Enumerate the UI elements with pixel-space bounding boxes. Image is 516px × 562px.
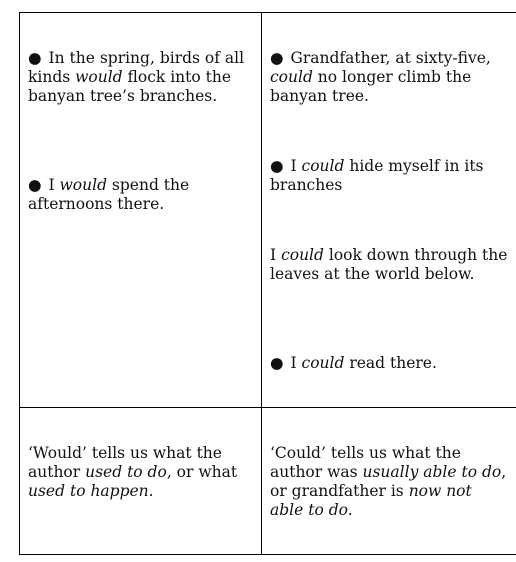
- bullet-icon: ●: [28, 176, 42, 194]
- bullet-icon: ●: [270, 354, 284, 372]
- could-explanation: ‘Could’ tells us what the author was usually able to do, or grandfather is now not able to do.: [270, 444, 507, 519]
- comparison-table: [19, 12, 516, 555]
- would-example-1: ● In the spring, birds of all kinds would flock into the banyan tree’s branches.: [28, 49, 245, 105]
- would-example-2: ● I would spend the afternoons there.: [28, 176, 190, 213]
- could-example-2: ● I could hide myself in its branches: [270, 157, 484, 194]
- could-example-3: I could look down through the leaves at the world below.: [270, 246, 508, 283]
- could-example-1: ● Grandfather, at sixty-five, could no longer climb the banyan tree.: [270, 49, 491, 105]
- could-example-4: ● I could read there.: [270, 354, 437, 372]
- would-explanation: ‘Would’ tells us what the author used to do, or what used to happen.: [28, 444, 238, 500]
- examples-row: [20, 13, 516, 408]
- would-examples-cell: [20, 13, 262, 408]
- would-explanation-cell: [20, 408, 262, 555]
- could-examples-cell: [262, 13, 516, 408]
- bullet-icon: ●: [270, 49, 284, 67]
- bullet-icon: ●: [270, 157, 284, 175]
- could-explanation-cell: [262, 408, 516, 555]
- bullet-icon: ●: [28, 49, 42, 67]
- explanation-row: [20, 408, 516, 555]
